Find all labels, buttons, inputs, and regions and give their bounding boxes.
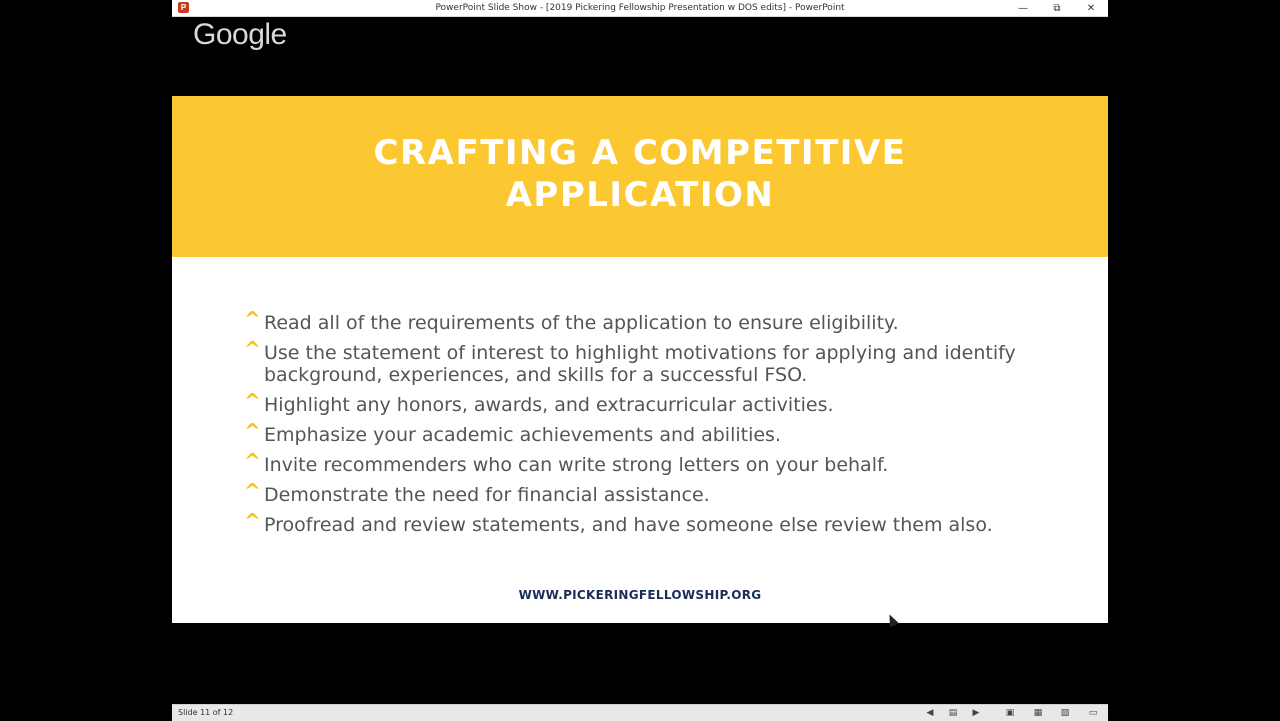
bullet-text: Read all of the requirements of the application to ensure eligibility. — [264, 312, 899, 334]
slideshow-icon[interactable]: ▭ — [1088, 708, 1098, 718]
slide-title: CRAFTING A COMPETITIVE APPLICATION — [373, 133, 907, 215]
bullet-text: Highlight any honors, awards, and extracurricular activities. — [264, 394, 834, 416]
bullet-item — [244, 389, 1044, 416]
bullet-text: Proofread and review statements, and have someone else review them also. — [264, 514, 993, 536]
restore-button[interactable] — [1040, 0, 1074, 16]
caret-bullet-icon: ^ — [244, 419, 261, 443]
close-icon: ✕ — [1086, 2, 1096, 14]
bullet-text: Emphasize your academic achievements and abilities. — [264, 424, 781, 446]
bullet-item — [244, 307, 1044, 334]
window-title-bar — [172, 0, 1108, 17]
caret-bullet-icon: ^ — [244, 479, 261, 503]
caret-bullet-icon: ^ — [244, 389, 261, 413]
slide-header-band — [172, 96, 1108, 257]
bullet-text: Invite recommenders who can write strong letters on your behalf. — [264, 454, 889, 476]
bullet-item — [244, 337, 1044, 386]
status-bar — [172, 704, 1108, 721]
bullet-item — [244, 509, 1044, 536]
next-icon[interactable]: ▶ — [972, 708, 980, 718]
footer-website-url: WWW.PICKERINGFELLOWSHIP.ORG — [518, 588, 762, 602]
presentation-slide[interactable] — [172, 96, 1108, 623]
menu-icon[interactable]: ▤ — [948, 708, 958, 718]
bullet-item — [244, 479, 1044, 506]
caret-bullet-icon: ^ — [244, 449, 261, 473]
powerpoint-app-icon: P — [178, 2, 189, 13]
minimize-button[interactable] — [1006, 0, 1040, 16]
close-button[interactable] — [1074, 0, 1108, 16]
caret-bullet-icon: ^ — [244, 307, 261, 331]
bullet-item — [244, 449, 1044, 476]
bullet-text: Use the statement of interest to highlight motivations for applying and identify background, experiences, and skills for a successful FSO. — [264, 342, 1016, 386]
slide-counter: Slide 11 of 12 — [178, 708, 234, 717]
bullet-list — [244, 307, 1044, 544]
caret-bullet-icon: ^ — [244, 509, 261, 533]
slide-sorter-icon[interactable]: ▦ — [1033, 708, 1043, 718]
bullet-item — [244, 419, 1044, 446]
reading-view-icon[interactable]: ▧ — [1060, 708, 1070, 718]
normal-view-icon[interactable]: ▣ — [1005, 708, 1015, 718]
mouse-cursor-icon — [885, 612, 899, 627]
google-logo: Google — [193, 18, 287, 51]
minimize-icon: — — [1018, 2, 1028, 14]
bullet-text: Demonstrate the need for financial assistance. — [264, 484, 710, 506]
restore-icon: ⧉ — [1053, 2, 1061, 14]
window-title: PowerPoint Slide Show - [2019 Pickering Fellowship Presentation w DOS edits] - PowerPoint — [435, 3, 845, 13]
caret-bullet-icon: ^ — [244, 337, 261, 361]
previous-icon[interactable]: ◀ — [926, 708, 934, 718]
